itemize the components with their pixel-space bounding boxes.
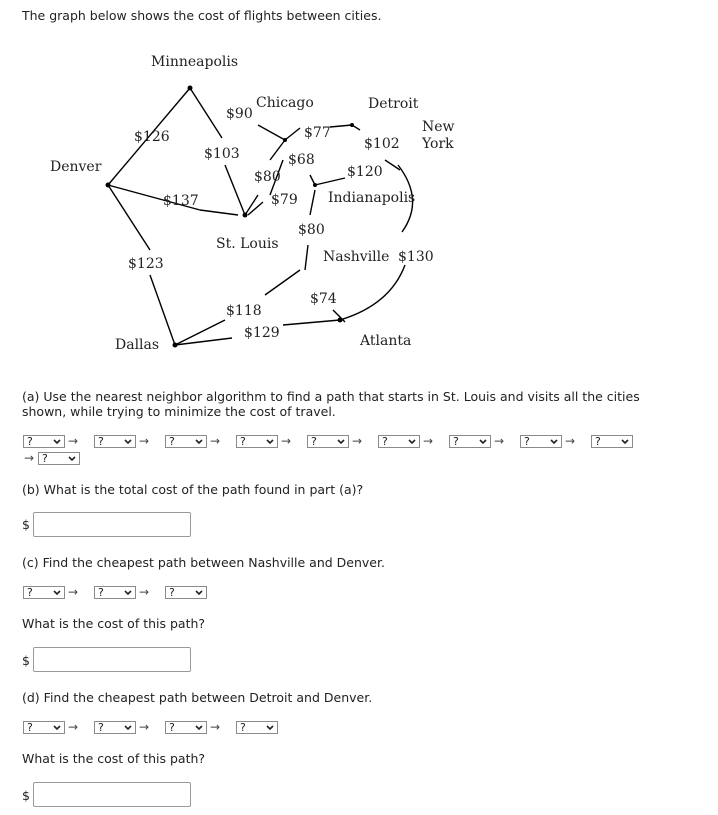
part-d-city-select-2[interactable] — [94, 721, 136, 734]
node-chicago — [283, 138, 287, 142]
cost-79: $79 — [271, 192, 298, 208]
part-a-city-select-7[interactable] — [449, 435, 491, 448]
chevron-down-icon — [265, 436, 275, 447]
cost-80-a: $80 — [254, 169, 281, 185]
arrow-icon: → — [565, 434, 576, 448]
cost-80-b: $80 — [298, 222, 325, 238]
edge-indy-vertical — [310, 190, 315, 215]
city-nashville: Nashville — [323, 249, 390, 265]
cost-137: $137 — [163, 193, 199, 209]
edge-minneapolis-chicago — [190, 88, 222, 138]
city-chicago: Chicago — [256, 95, 314, 111]
cost-118: $118 — [226, 303, 262, 319]
arrow-icon: → — [139, 434, 150, 448]
part-d-city-select-3[interactable] — [165, 721, 207, 734]
part-d-text: (d) Find the cheapest path between Detroit and Denver. — [22, 690, 373, 705]
part-a-city-select-5[interactable] — [307, 435, 349, 448]
city-denver: Denver — [50, 159, 102, 175]
arrow-icon: → — [210, 720, 221, 734]
edge-chicago-midpoint — [270, 140, 285, 160]
dropdown-value: ? — [595, 435, 601, 448]
part-a-city-select-10[interactable] — [38, 452, 80, 465]
chevron-down-icon — [620, 436, 630, 447]
cost-130: $130 — [398, 249, 434, 265]
chevron-down-icon — [265, 722, 275, 733]
part-c-city-select-3[interactable] — [165, 586, 207, 599]
arrow-icon: → — [423, 434, 434, 448]
part-c-cost-input[interactable] — [33, 647, 191, 672]
part-a-city-select-9[interactable] — [591, 435, 633, 448]
dropdown-value: ? — [98, 586, 104, 599]
cost-77: $77 — [304, 125, 331, 141]
city-atlanta: Atlanta — [360, 333, 412, 349]
chevron-down-icon — [336, 436, 346, 447]
dropdown-value: ? — [169, 721, 175, 734]
city-indianapolis: Indianapolis — [328, 190, 416, 206]
dropdown-value: ? — [27, 586, 33, 599]
chevron-down-icon — [123, 436, 133, 447]
edge-ny-indy — [385, 160, 400, 170]
dropdown-value: ? — [98, 435, 104, 448]
part-c-city-select-1[interactable] — [23, 586, 65, 599]
flight-graph — [0, 0, 718, 370]
edge-chicago-detroit-a — [258, 125, 285, 140]
part-d-cost-question: What is the cost of this path? — [22, 751, 206, 766]
cost-120: $120 — [347, 164, 383, 180]
arrow-icon: → — [24, 451, 35, 465]
chevron-down-icon — [123, 722, 133, 733]
dropdown-value: ? — [169, 586, 175, 599]
part-a-city-select-2[interactable] — [94, 435, 136, 448]
cost-123: $123 — [128, 256, 164, 272]
edge-nashville-atlanta-curve — [340, 265, 405, 320]
part-c-city-select-2[interactable] — [94, 586, 136, 599]
chevron-down-icon — [194, 436, 204, 447]
chevron-down-icon — [52, 436, 62, 447]
part-b-currency: $ — [22, 517, 30, 532]
chevron-down-icon — [549, 436, 559, 447]
part-a-city-select-6[interactable] — [378, 435, 420, 448]
chevron-down-icon — [123, 587, 133, 598]
arrow-icon: → — [139, 585, 150, 599]
cost-102: $102 — [364, 136, 400, 152]
dropdown-value: ? — [42, 452, 48, 465]
edge-indy-link — [315, 178, 345, 185]
arrow-icon: → — [68, 585, 79, 599]
node-stlouis — [243, 213, 248, 218]
part-c-cost-question: What is the cost of this path? — [22, 616, 206, 631]
dropdown-value: ? — [27, 435, 33, 448]
cost-103: $103 — [204, 146, 240, 162]
edge-stlouis-chicago — [225, 165, 245, 215]
chevron-down-icon — [52, 722, 62, 733]
part-d-city-select-4[interactable] — [236, 721, 278, 734]
dropdown-value: ? — [524, 435, 530, 448]
part-a-text: (a) Use the nearest neighbor algorithm to find a path that starts in St. Louis and visits all the cities shown, while trying to minimize the cost of travel. — [22, 389, 640, 419]
city-minneapolis: Minneapolis — [151, 54, 239, 70]
arrow-icon: → — [352, 434, 363, 448]
edge-stlouis-indianapolis-left — [200, 210, 238, 215]
dropdown-value: ? — [240, 435, 246, 448]
city-york: York — [422, 136, 454, 152]
part-b-text: (b) What is the total cost of the path found in part (a)? — [22, 482, 364, 497]
part-d-currency: $ — [22, 788, 30, 803]
node-atlanta — [338, 318, 343, 323]
dropdown-value: ? — [311, 435, 317, 448]
edge-stlouis-indy — [248, 202, 263, 215]
dropdown-value: ? — [169, 435, 175, 448]
chevron-down-icon — [478, 436, 488, 447]
arrow-icon: → — [68, 720, 79, 734]
cost-90: $90 — [226, 106, 253, 122]
part-d-cost-input[interactable] — [33, 782, 191, 807]
dropdown-value: ? — [453, 435, 459, 448]
cost-68: $68 — [288, 152, 315, 168]
arrow-icon: → — [210, 434, 221, 448]
city-dallas: Dallas — [115, 337, 160, 353]
node-dallas — [173, 343, 178, 348]
edge-detroit-link — [330, 125, 352, 127]
arrow-icon: → — [281, 434, 292, 448]
arrow-icon: → — [494, 434, 505, 448]
part-a-city-select-4[interactable] — [236, 435, 278, 448]
node-detroit — [350, 123, 354, 127]
cost-74: $74 — [310, 291, 337, 307]
dropdown-value: ? — [98, 721, 104, 734]
dropdown-value: ? — [382, 435, 388, 448]
dropdown-value: ? — [27, 721, 33, 734]
cost-129: $129 — [244, 325, 280, 341]
edge-nashville-stlouis — [305, 245, 308, 270]
chevron-down-icon — [407, 436, 417, 447]
edge-dallas-minneapolis-lower — [150, 275, 175, 345]
edge-nashville-atlanta-a — [265, 270, 300, 295]
part-a-city-select-8[interactable] — [520, 435, 562, 448]
part-a-city-select-1[interactable] — [23, 435, 65, 448]
city-st-louis: St. Louis — [216, 236, 279, 252]
chevron-down-icon — [194, 587, 204, 598]
arrow-icon: → — [68, 434, 79, 448]
arrow-icon: → — [139, 720, 150, 734]
node-minneapolis — [188, 86, 193, 91]
cost-126: $126 — [134, 129, 170, 145]
node-indianapolis — [313, 183, 317, 187]
chevron-down-icon — [52, 587, 62, 598]
part-d-city-select-1[interactable] — [23, 721, 65, 734]
part-c-text: (c) Find the cheapest path between Nashville and Denver. — [22, 555, 385, 570]
dropdown-value: ? — [240, 721, 246, 734]
part-c-currency: $ — [22, 653, 30, 668]
chevron-down-icon — [194, 722, 204, 733]
chevron-down-icon — [67, 453, 77, 464]
node-denver — [106, 183, 111, 188]
intro-text: The graph below shows the cost of flights between cities. — [22, 8, 382, 23]
edge-chicago-detroit-b — [285, 128, 300, 140]
city-detroit: Detroit — [368, 96, 419, 112]
part-a-city-select-3[interactable] — [165, 435, 207, 448]
city-new: New — [422, 119, 455, 135]
part-b-total-cost-input[interactable] — [33, 512, 191, 537]
edge-dallas-atlanta-2 — [283, 320, 340, 325]
